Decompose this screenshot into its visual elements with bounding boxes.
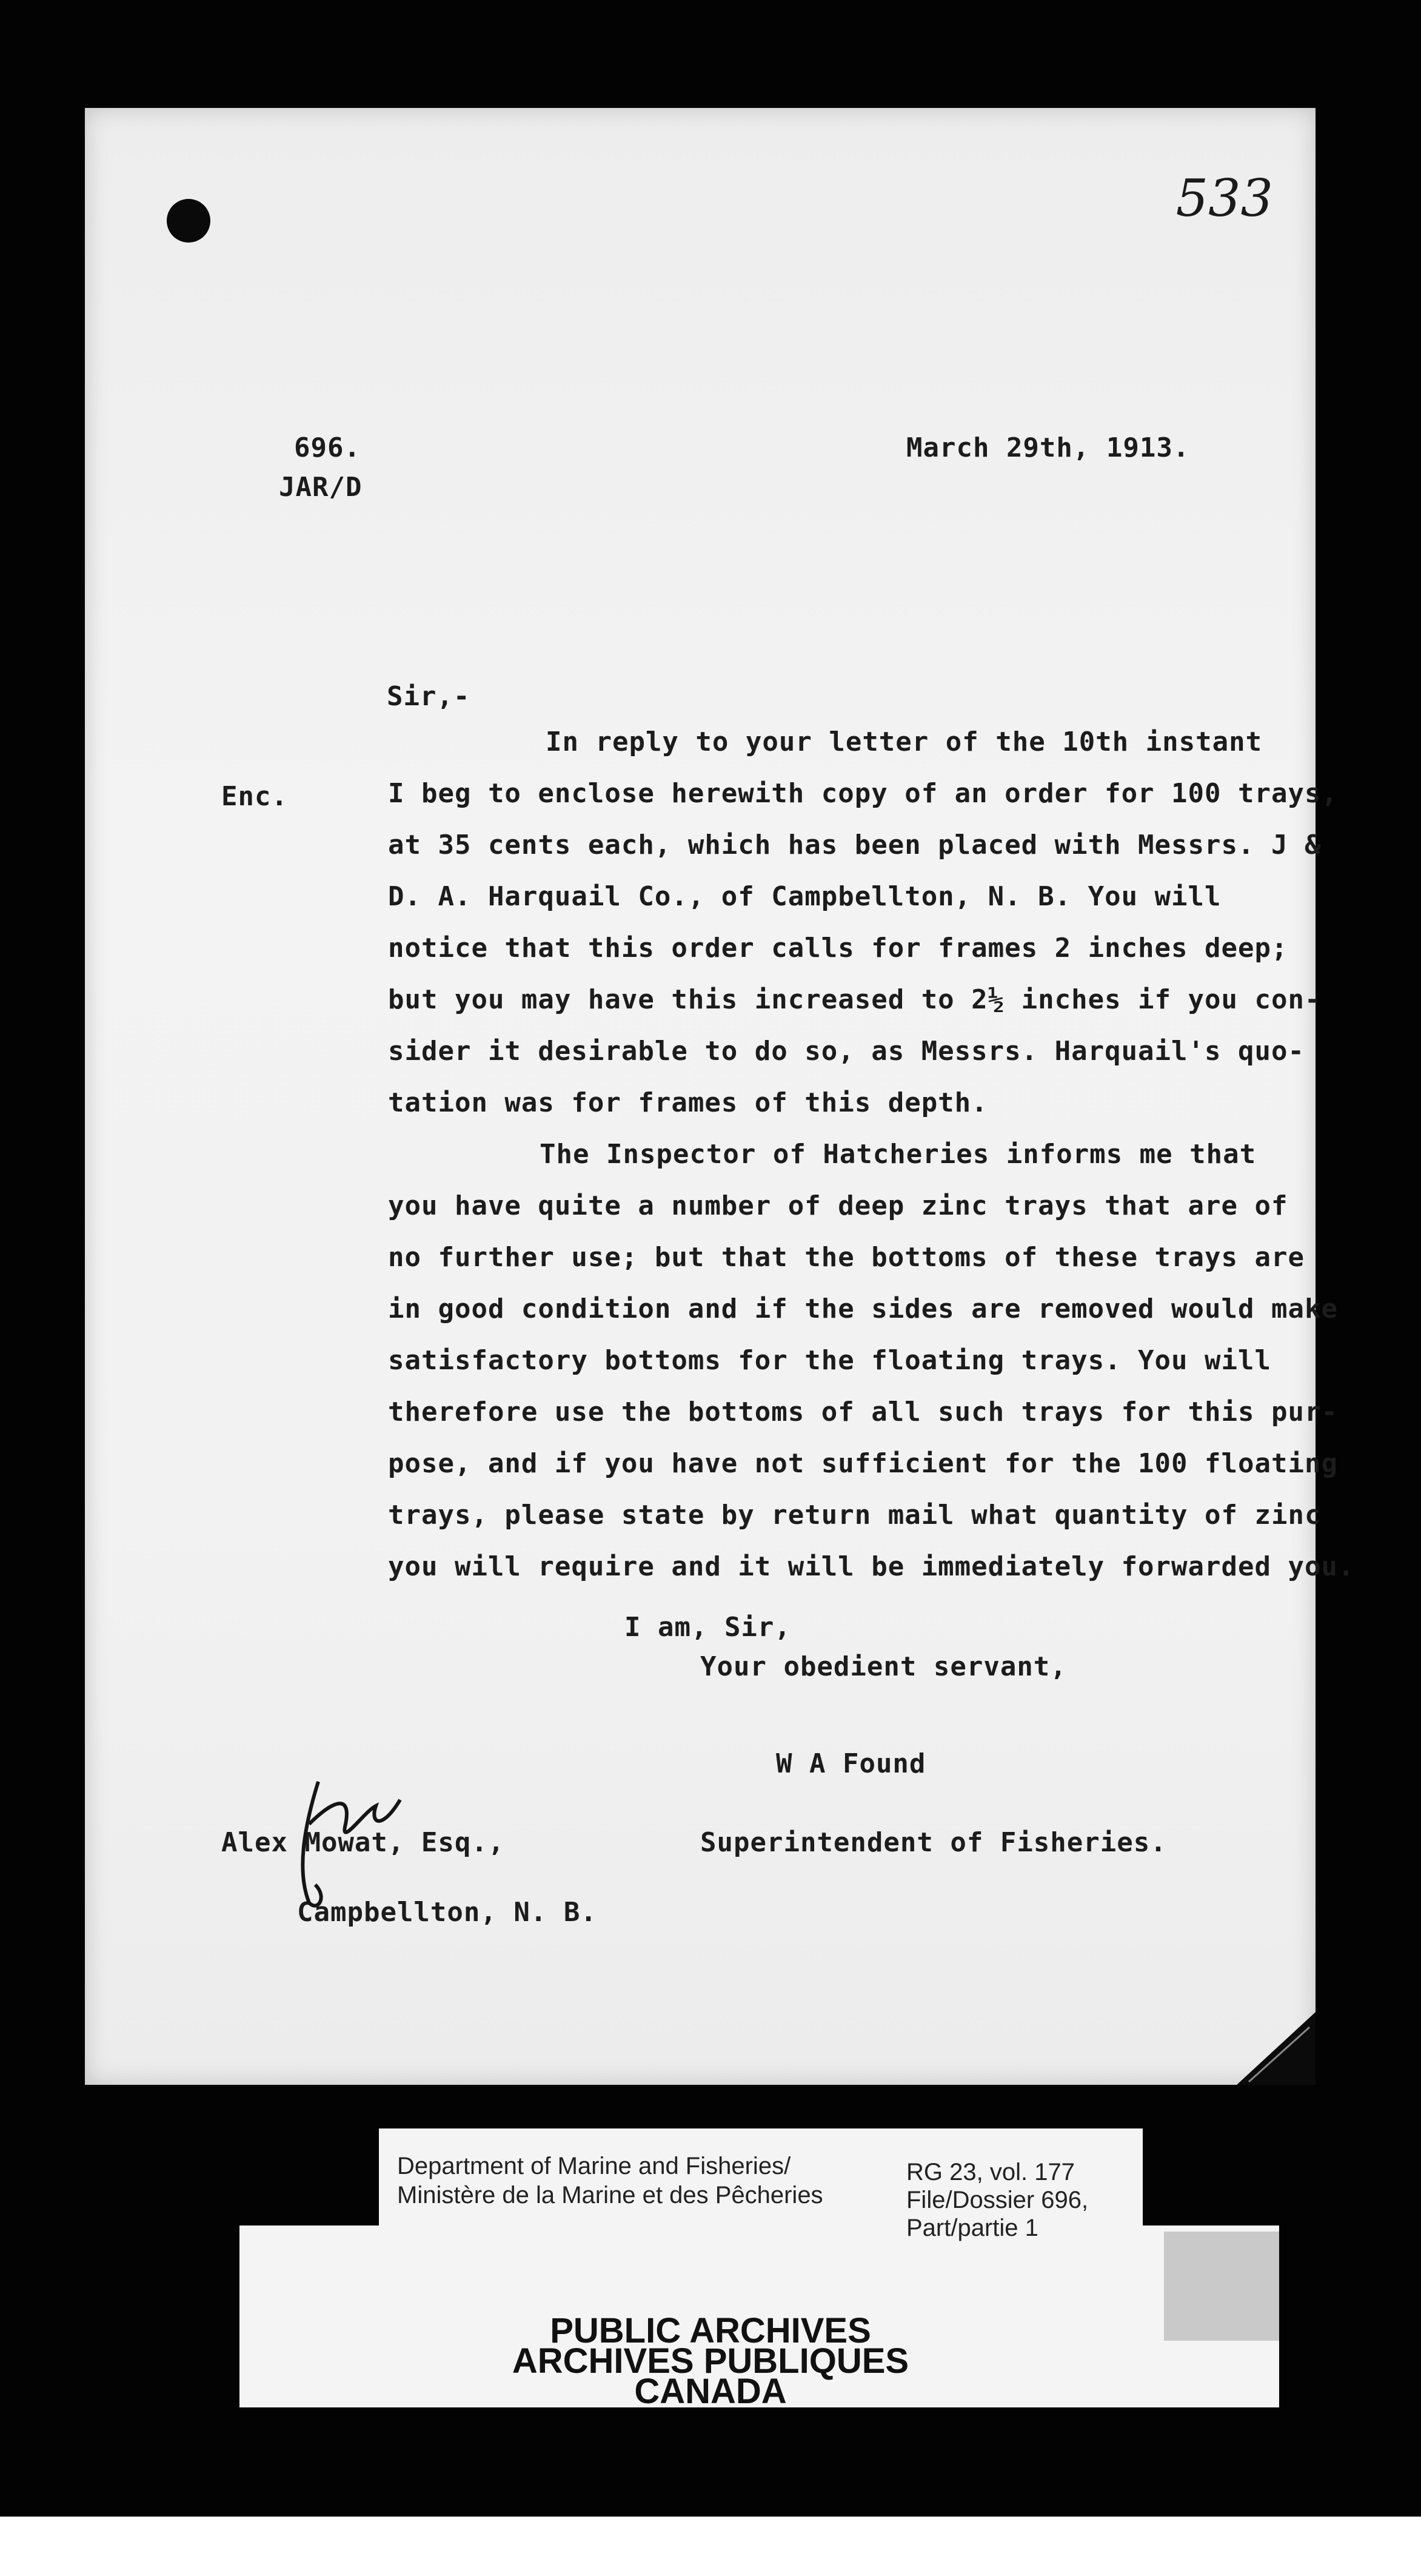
addressee-name: Alex Mowat, Esq.,: [221, 1827, 505, 1858]
record-group: RG 23, vol. 177: [906, 2159, 1075, 2185]
body-line: sider it desirable to do so, as Messrs. Harquail's quo-: [388, 1036, 1305, 1067]
body-line: trays, please state by return mail what quantity of zinc: [388, 1500, 1322, 1531]
salutation: Sir,-: [387, 681, 470, 712]
body-line: I beg to enclose herewith copy of an order for 100 trays,: [388, 778, 1338, 809]
signer-name: W A Found: [776, 1748, 926, 1779]
archive-label: [0, 2110, 1421, 2438]
archives-title-fr: ARCHIVES PUBLIQUES: [512, 2341, 909, 2381]
department-english: Department of Marine and Fisheries/: [397, 2153, 791, 2179]
archives-title-en: PUBLIC ARCHIVES: [550, 2311, 871, 2350]
enclosure-note: Enc.: [221, 781, 288, 812]
body-line: in good condition and if the sides are removed would make: [388, 1293, 1338, 1324]
handwritten-initials: [261, 1757, 418, 1915]
addressee-place: Campbellton, N. B.: [297, 1897, 597, 1928]
body-line: D. A. Harquail Co., of Campbellton, N. B. You will: [388, 881, 1222, 912]
part-partie: Part/partie 1: [906, 2215, 1038, 2241]
body-line: but you may have this increased to 2½ inches if you con-: [388, 984, 1322, 1015]
folded-corner: [1237, 2012, 1316, 2085]
punch-hole: [167, 199, 210, 243]
page-number: 533: [1175, 169, 1273, 228]
closing-line: I am, Sir,: [624, 1612, 791, 1643]
body-line: tation was for frames of this depth.: [388, 1087, 988, 1118]
body-line: pose, and if you have not sufficient for the 100 floating: [388, 1448, 1338, 1479]
letter-sheet: [85, 108, 1355, 2085]
file-reference: 696.: [294, 432, 361, 463]
body-line: at 35 cents each, which has been placed with Messrs. J &: [388, 830, 1322, 860]
letter-date: March 29th, 1913.: [906, 432, 1190, 463]
file-dossier: File/Dossier 696,: [906, 2187, 1089, 2213]
body-line: In reply to your letter of the 10th instant: [546, 726, 1263, 757]
signer-title: Superintendent of Fisheries.: [700, 1827, 1167, 1858]
body-line: satisfactory bottoms for the floating trays. You will: [388, 1345, 1271, 1376]
archives-title-country: CANADA: [634, 2372, 787, 2411]
body-line: The Inspector of Hatcheries informs me that: [540, 1139, 1257, 1170]
closing-line: Your obedient servant,: [700, 1651, 1067, 1682]
typist-initials: JAR/D: [279, 472, 363, 503]
department-french: Ministère de la Marine et des Pêcheries: [397, 2182, 823, 2209]
body-line: notice that this order calls for frames 2 inches deep;: [388, 933, 1288, 964]
body-line: you will require and it will be immediately forwarded you.: [388, 1551, 1355, 1582]
body-line: therefore use the bottoms of all such trays for this pur-: [388, 1397, 1338, 1427]
body-line: you have quite a number of deep zinc trays that are of: [388, 1190, 1288, 1221]
body-line: no further use; but that the bottoms of these trays are: [388, 1242, 1305, 1273]
